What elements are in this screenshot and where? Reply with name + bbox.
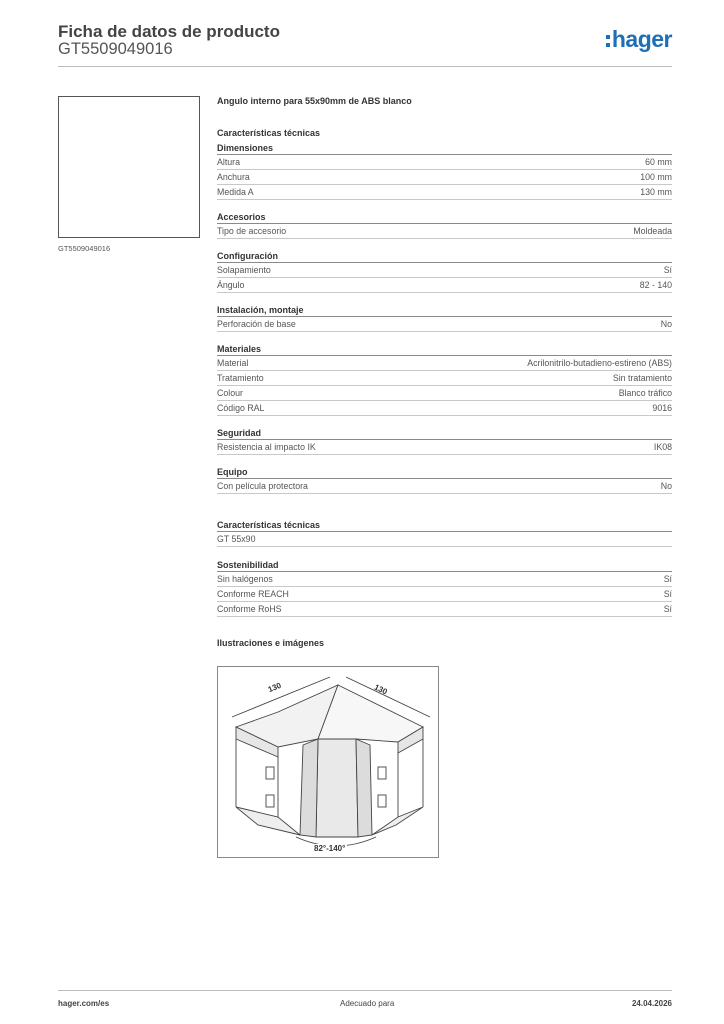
spec-label: Conforme REACH [217, 589, 289, 599]
spec-row [217, 602, 672, 617]
spec-label: Sin halógenos [217, 574, 273, 584]
spec-sections [217, 141, 672, 494]
spec-label: Resistencia al impacto IK [217, 442, 316, 452]
logo-text: hager [611, 26, 672, 52]
spec-row [217, 224, 672, 239]
spec-value: 130 mm [640, 187, 672, 197]
spec-label: Tratamiento [217, 373, 264, 383]
section-title: Características técnicas [217, 518, 672, 532]
spec-row [217, 170, 672, 185]
inner-angle-drawing-icon [218, 667, 440, 859]
spec-section [217, 465, 672, 494]
spec-row [217, 532, 672, 547]
spec-row [217, 278, 672, 293]
spec-label: Anchura [217, 172, 250, 182]
footer-suitable-for: Adecuado para [340, 999, 395, 1008]
spec-label: Con película protectora [217, 481, 308, 491]
hager-logo [606, 26, 672, 53]
spec-value: 82 - 140 [639, 280, 672, 290]
spec-value: Sí [663, 589, 672, 599]
spec-value: Sin tratamiento [612, 373, 672, 383]
spec-section [217, 141, 672, 200]
spec-label: Colour [217, 388, 243, 398]
spec-value: IK08 [653, 442, 672, 452]
dimension-right-label: 130 [372, 682, 389, 697]
dimension-left-label: 130 [266, 680, 283, 695]
spec-value: No [660, 319, 672, 329]
section-title: Sostenibilidad [217, 558, 672, 572]
spec-heading: Características técnicas [217, 128, 321, 138]
spec-row [217, 356, 672, 371]
product-reference: GT5509049016 [58, 40, 173, 58]
spec-label: Tipo de accesorio [217, 226, 287, 236]
section-title: Equipo [217, 465, 672, 479]
spec-section [217, 342, 672, 416]
spec-value: 60 mm [645, 157, 672, 167]
spec-label: Material [217, 358, 249, 368]
spec-section [217, 518, 672, 547]
spec-value: Sí [663, 604, 672, 614]
spec-row [217, 587, 672, 602]
spec-value: Sí [663, 574, 672, 584]
section-title: Materiales [217, 342, 672, 356]
section-title: Instalación, montaje [217, 303, 672, 317]
spec-label: Solapamiento [217, 265, 271, 275]
spec-value: Sí [663, 265, 672, 275]
section-title: Accesorios [217, 210, 672, 224]
page-footer [58, 990, 672, 1015]
section-title: Dimensiones [217, 141, 672, 155]
spec-section [217, 426, 672, 455]
spec-label: Medida A [217, 187, 254, 197]
spec-label: Ángulo [217, 280, 245, 290]
spec-section [217, 249, 672, 293]
spec-row [217, 185, 672, 200]
footer-date: 24.04.2026 [631, 999, 672, 1008]
spec-label: GT 55x90 [217, 534, 256, 544]
angle-range-label: 82°-140° [314, 844, 346, 853]
spec-section [217, 558, 672, 617]
section-title: Configuración [217, 249, 672, 263]
spec-label: Código RAL [217, 403, 265, 413]
spec-row [217, 371, 672, 386]
product-image-placeholder [58, 96, 200, 238]
spec-value: 9016 [652, 403, 672, 413]
spec-row [217, 386, 672, 401]
spec-content [217, 96, 672, 653]
sustainability-section [217, 558, 672, 617]
spec-section [217, 303, 672, 332]
spec-row [217, 317, 672, 332]
illustrations-title: Ilustraciones e imágenes [217, 638, 325, 648]
spec-row [217, 401, 672, 416]
technical-drawing [217, 666, 439, 858]
spec-value: Acrilonitrilo-butadieno-estireno (ABS) [527, 358, 672, 368]
product-image-caption: GT5509049016 [58, 244, 111, 253]
spec-row [217, 572, 672, 587]
page-title: Ficha de datos de producto [58, 22, 280, 41]
spec-section [217, 210, 672, 239]
spec-row [217, 440, 672, 455]
spec-label: Conforme RoHS [217, 604, 282, 614]
spec-value: No [660, 481, 672, 491]
section-title: Seguridad [217, 426, 672, 440]
spec-value: Moldeada [633, 226, 672, 236]
tech-characteristics-section [217, 518, 672, 547]
spec-label: Perforación de base [217, 319, 296, 329]
footer-website: hager.com/es [58, 999, 110, 1008]
spec-row [217, 263, 672, 278]
spec-label: Altura [217, 157, 240, 167]
spec-row [217, 479, 672, 494]
spec-value: Blanco tráfico [618, 388, 672, 398]
logo-dots-icon [606, 33, 610, 48]
product-description: Angulo interno para 55x90mm de ABS blanco [217, 96, 412, 106]
spec-value: 100 mm [640, 172, 672, 182]
page-header [58, 20, 672, 67]
spec-row [217, 155, 672, 170]
